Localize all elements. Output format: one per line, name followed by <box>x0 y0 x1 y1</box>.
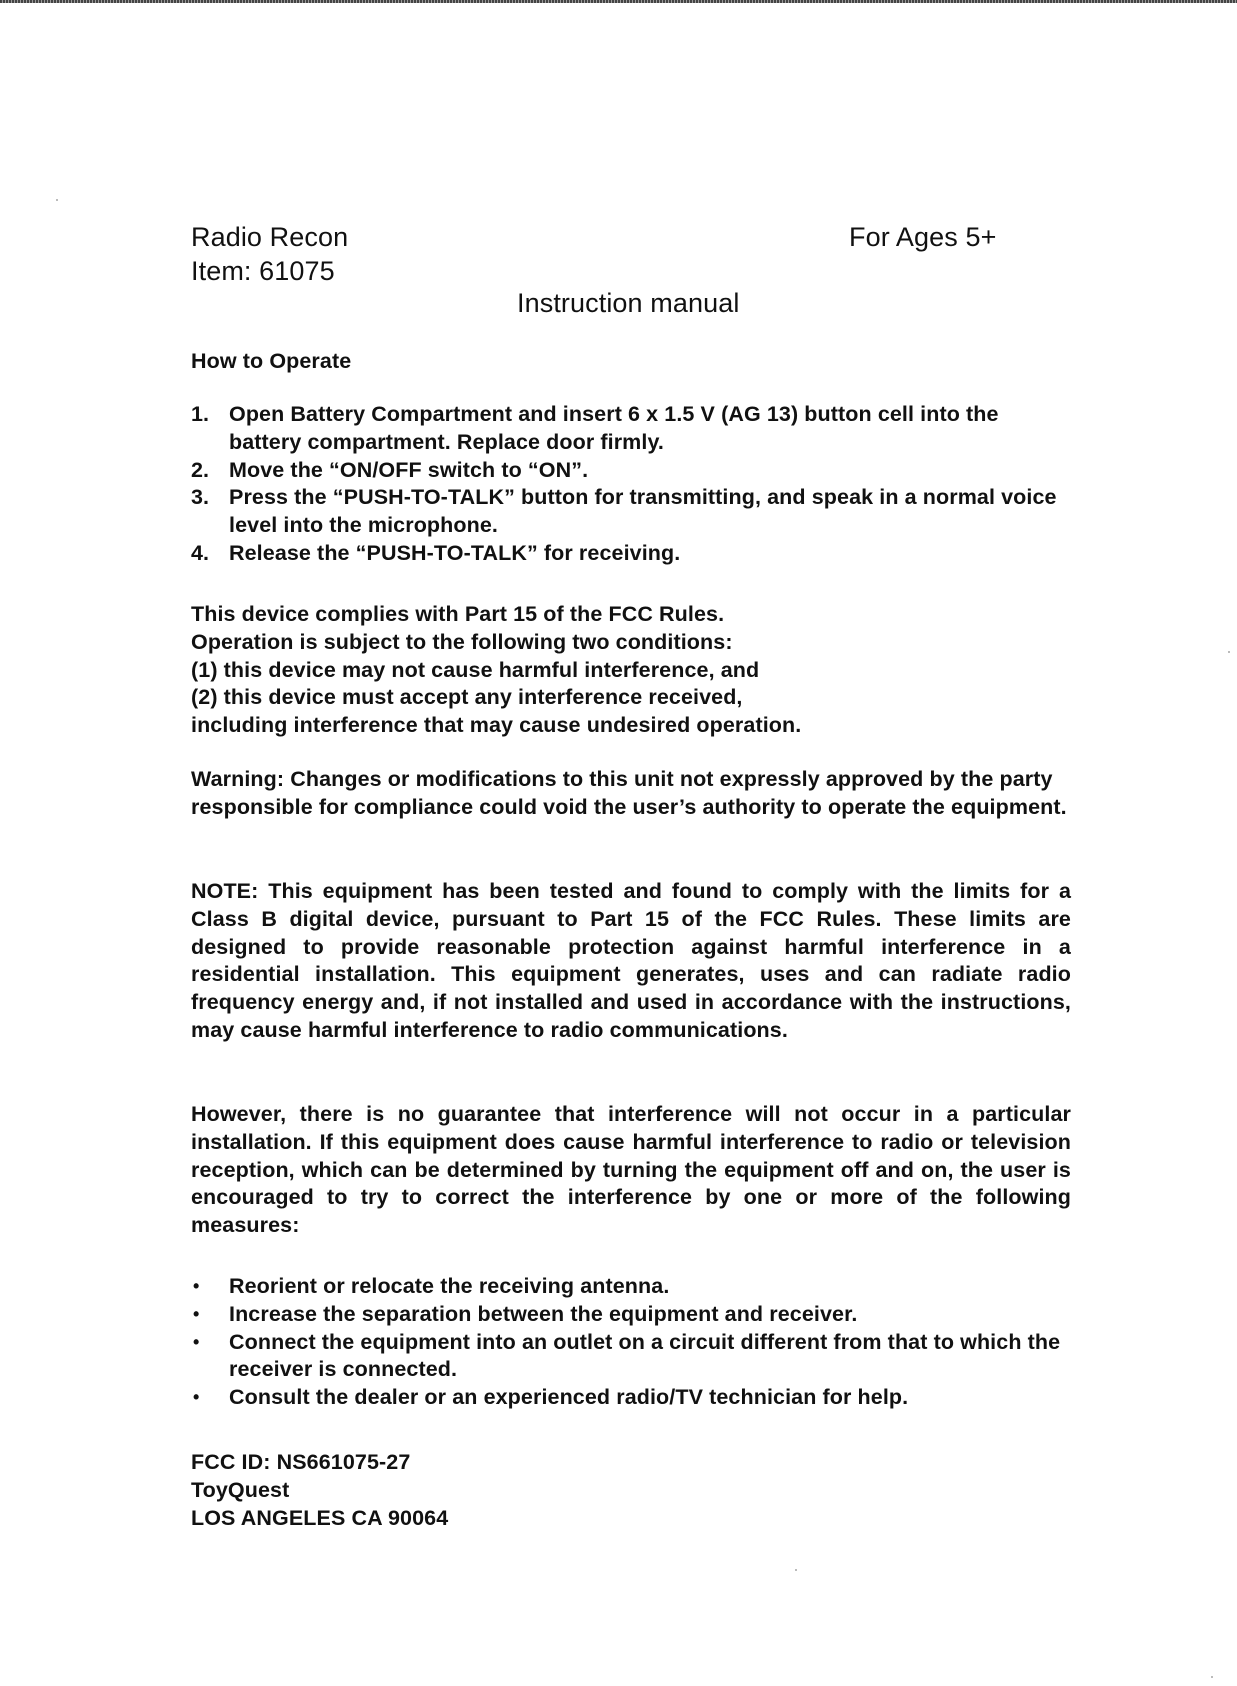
product-name: Radio Recon <box>191 222 349 252</box>
operation-step <box>191 484 1071 540</box>
fcc-line: (1) this device may not cause harmful interference, and <box>191 657 760 682</box>
step-number: 3. <box>191 485 210 510</box>
operation-heading: How to Operate <box>191 349 352 373</box>
fcc-line: Operation is subject to the following two conditions: <box>191 629 733 654</box>
fcc-compliance-statement <box>191 601 1071 740</box>
warning-paragraph: Warning: Changes or modifications to this unit not expressly approved by the party responsible for compliance could void the user’s authority to operate the equipment. <box>191 767 1067 819</box>
fcc-id: FCC ID: NS661075-27 <box>191 1450 411 1474</box>
operation-steps <box>191 401 1071 568</box>
document-title: Instruction manual <box>517 288 740 318</box>
age-range: For Ages 5+ <box>849 222 997 252</box>
operation-step <box>191 457 1071 485</box>
scan-speck <box>1228 651 1230 653</box>
step-text: Release the “PUSH-TO-TALK” for receiving. <box>229 540 681 565</box>
scan-speck <box>1211 1676 1213 1678</box>
bullet-icon: • <box>193 1276 200 1296</box>
measure-text: Reorient or relocate the receiving antenna. <box>229 1274 670 1298</box>
fcc-line: This device complies with Part 15 of the FCC Rules. <box>191 602 725 626</box>
footer-info <box>191 1449 1071 1532</box>
company-name: ToyQuest <box>191 1477 290 1502</box>
step-text: Press the “PUSH-TO-TALK” button for transmitting, and speak in a normal voice level into the microphone. <box>229 485 1057 538</box>
company-address: LOS ANGELES CA 90064 <box>191 1505 449 1530</box>
measure-text: Increase the separation between the equipment and receiver. <box>229 1301 858 1326</box>
measure-item <box>191 1301 1071 1329</box>
bullet-icon: • <box>193 1387 200 1408</box>
measure-text: Consult the dealer or an experienced radio/TV technician for help. <box>229 1385 909 1410</box>
bullet-icon: • <box>193 1303 200 1324</box>
note-paragraph: NOTE: This equipment has been tested and found to comply with the limits for a Class B digital device, pursuant to Part 15 of the FCC Rules. These limits are designed to provide reasonable protection against harmful interference in a residential installation. This equipment generates, uses and can radiate radio frequency energy and, if not installed and used in accordance with the instructions, may cause harmful interference to radio communications. <box>191 879 1071 1042</box>
step-text: Move the “ON/OFF switch to “ON”. <box>229 457 589 482</box>
scan-speck <box>56 199 58 201</box>
measure-item <box>191 1329 1071 1385</box>
step-number: 1. <box>191 402 210 426</box>
step-text: Open Battery Compartment and insert 6 x 1.5 V (AG 13) button cell into the battery compartment. Replace door firmly. <box>229 402 999 454</box>
measure-text: Connect the equipment into an outlet on a circuit different from that to which the receiver is connected. <box>229 1329 1061 1382</box>
fcc-line: (2) this device must accept any interference received, <box>191 685 743 710</box>
fcc-line: including interference that may cause undesired operation. <box>191 713 802 738</box>
operation-step <box>191 540 1071 568</box>
measures-list <box>191 1273 1071 1412</box>
bullet-icon: • <box>193 1331 200 1352</box>
measure-item <box>191 1273 1071 1301</box>
scan-speck <box>795 1569 797 1571</box>
step-number: 4. <box>191 540 210 565</box>
however-paragraph: However, there is no guarantee that interference will not occur in a particular installation. If this equipment does cause harmful interference to radio or television reception, which can be determined by turning the equipment off and on, the user is encouraged to try to correct the interference by one or more of the following measures: <box>191 1102 1071 1238</box>
operation-step <box>191 401 1071 457</box>
measure-item <box>191 1384 1071 1412</box>
item-number: Item: 61075 <box>191 256 335 286</box>
step-number: 2. <box>191 457 210 482</box>
